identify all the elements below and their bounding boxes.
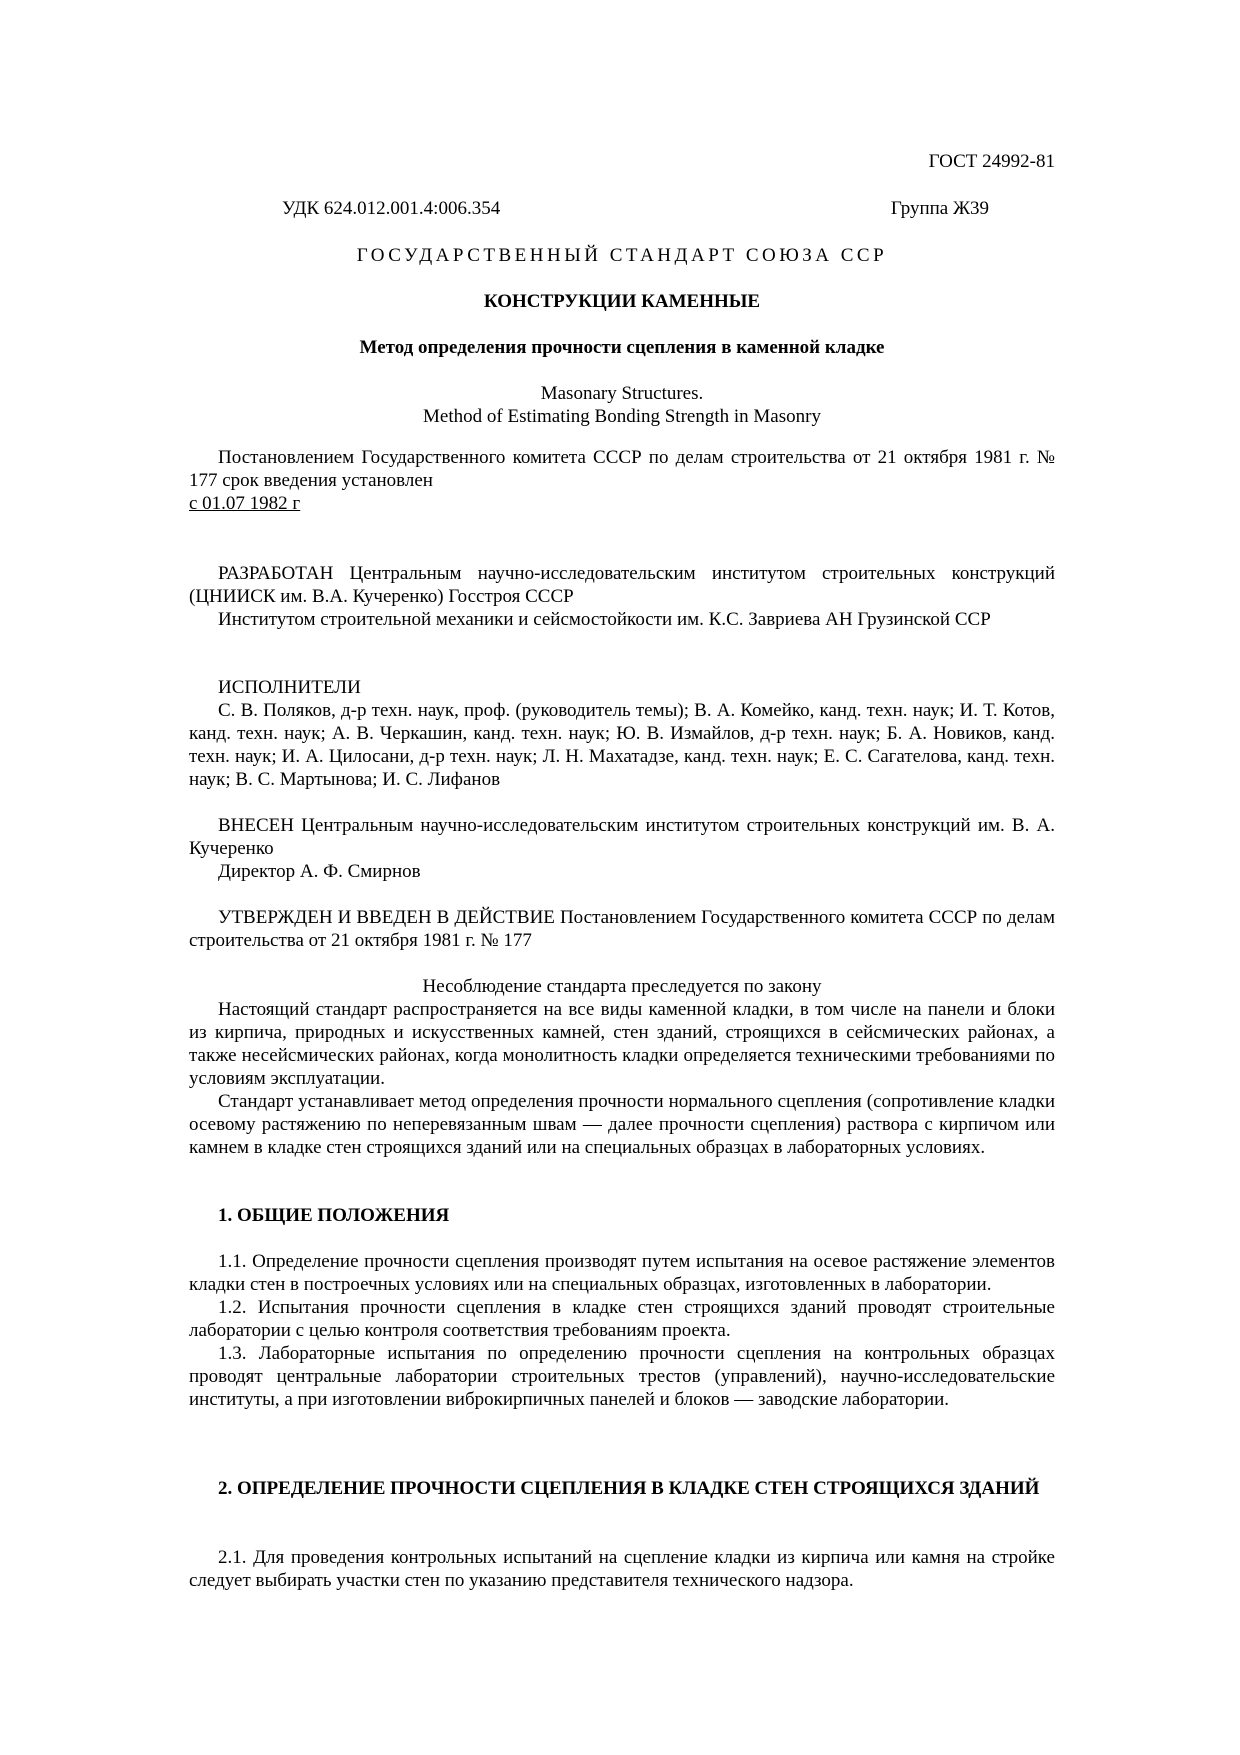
scope-block [189,975,1055,1159]
udk-code: УДК 624.012.001.4:006.354 [282,198,501,219]
developed-paragraph-2: Институтом строительной механики и сейсмостойкости им. К.С. Завриева АН Грузинской ССР [218,609,991,630]
english-title [189,382,1055,428]
approved-block [189,906,1055,952]
executors-names: С. В. Поляков, д-р техн. наук, проф. (руководитель темы); В. А. Комейко, канд. техн. наук; И. Т. Котов, канд. техн. наук; А. В. Черкашин, канд. техн. наук; Ю. В. Измайлов, д-р техн. наук; Б. А. Новиков, канд. техн. наук; И. А. Цилосани, д-р техн. наук; Л. Н. Махатадзе, канд. техн. наук; Е. С. Сагателова, канд. техн. наук; В. С. Мартынова; И. С. Лифанов [189,700,1055,790]
introduced-paragraph-2: Директор А. Ф. Смирнов [218,861,421,882]
scope-paragraph-2: Стандарт устанавливает метод определения прочности нормального сцепления (сопротивление кладки осевому растяжению по неперевязанным швам — далее прочности сцепления) раствора с кирпичом или камнем в кладке стен строящихся зданий или на специальных образцах в лабораторных условиях. [189,1091,1055,1158]
executors-label: ИСПОЛНИТЕЛИ [218,677,361,698]
document-subtitle: Метод определения прочности сцепления в каменной кладке [359,337,885,358]
executors-block [189,676,1055,791]
section-1-paragraph-1: 1.1. Определение прочности сцепления производят путем испытания на осевое растяжение элементов кладки стен в построечных условиях или на специальных образцах, изготовленных в лаборатории. [189,1251,1055,1295]
gost-number: ГОСТ 24992-81 [928,151,1055,172]
section-2-block [189,1546,1055,1592]
group-code: Группа Ж39 [890,198,989,219]
developed-paragraph-1: РАЗРАБОТАН Центральным научно-исследовательским институтом строительных конструкций (ЦНИИСК им. В.А. Кучеренко) Госстроя СССР [189,563,1055,607]
approved-paragraph: УТВЕРЖДЕН И ВВЕДЕН В ДЕЙСТВИЕ Постановлением Государственного комитета СССР по делам строительства от 21 октября 1981 г. № 177 [189,907,1055,951]
section-1-paragraph-3: 1.3. Лабораторные испытания по определению прочности сцепления на контрольных образцах проводят центральные лаборатории строительных трестов (управлений), научно-исследовательские институты, а при изготовлении виброкирпичных панелей и блоков — заводские лаборатории. [189,1343,1055,1410]
document-title: КОНСТРУКЦИИ КАМЕННЫЕ [483,291,761,312]
decree-paragraph: Постановлением Государственного комитета СССР по делам строительства от 21 октября 1981 г. № 177 срок введения установлен [189,447,1055,491]
section-2-heading-block [189,1477,1055,1500]
scope-paragraph-1: Настоящий стандарт распространяется на все виды каменной кладки, в том числе на панели и блоки из кирпича, природных и искусственных камней, стен зданий, строящихся в сейсмических районах, а также несейсмических районах, когда монолитность кладки определяется техническими требованиями по условиям эксплуатации. [189,999,1055,1089]
introduced-block [189,814,1055,883]
intro-block [189,446,1055,515]
section-1-block [189,1250,1055,1411]
introduced-paragraph-1: ВНЕСЕН Центральным научно-исследовательским институтом строительных конструкций им. В. А. Кучеренко [189,815,1055,859]
effective-date: с 01.07 1982 г [189,493,301,514]
developed-block [189,562,1055,631]
section-2-paragraph-1: 2.1. Для проведения контрольных испытаний на сцепление кладки из кирпича или камня на стройке следует выбирать участки стен по указанию представителя технического надзора. [189,1547,1055,1591]
law-notice: Несоблюдение стандарта преследуется по закону [422,976,822,997]
section-1-heading: 1. ОБЩИЕ ПОЛОЖЕНИЯ [218,1205,450,1226]
state-standard-heading: ГОСУДАРСТВЕННЫЙ СТАНДАРТ СОЮЗА ССР [356,245,888,266]
section-2-heading: 2. ОПРЕДЕЛЕНИЕ ПРОЧНОСТИ СЦЕПЛЕНИЯ В КЛАДКЕ СТЕН СТРОЯЩИХСЯ ЗДАНИЙ [218,1478,1040,1499]
english-title-line-2: Method of Estimating Bonding Strength in Masonry [423,406,821,427]
english-title-line-1: Masonary Structures. [540,383,704,404]
section-1-heading-block [189,1204,1055,1227]
section-1-paragraph-2: 1.2. Испытания прочности сцепления в кладке стен строящихся зданий проводят строительные лаборатории с целью контроля соответствия требованиям проекта. [189,1297,1055,1341]
